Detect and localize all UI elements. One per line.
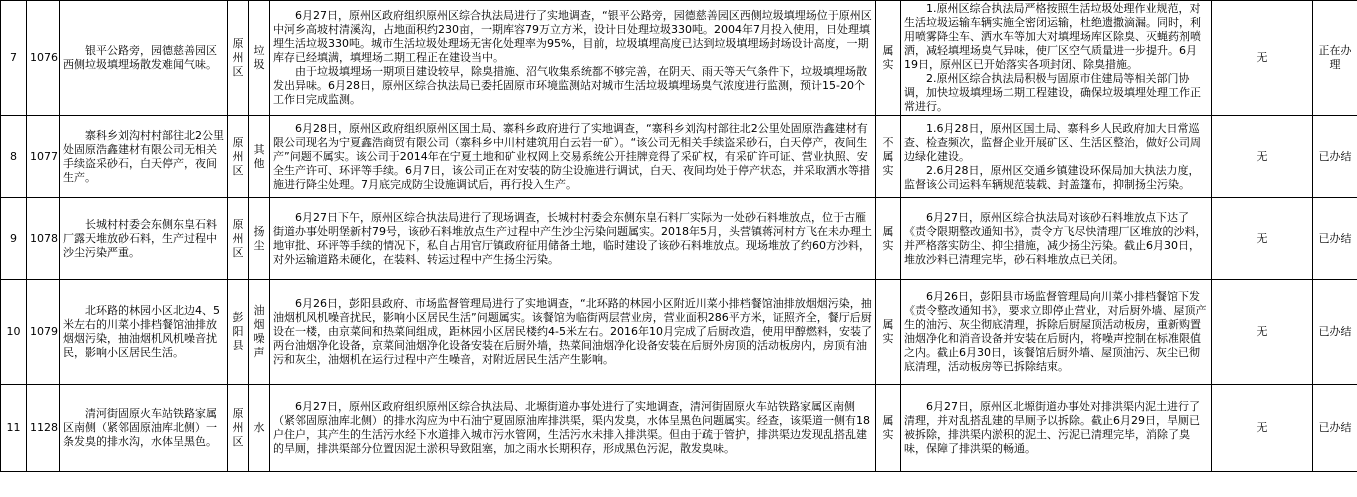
case-id: 1077: [27, 116, 60, 198]
verdict-cell: 属实: [876, 198, 901, 280]
district-cell: 彭阳县: [228, 280, 249, 385]
status-cell: 已办结: [1313, 116, 1357, 198]
issue-cell: 北环路的林园小区北边4、5米左右的川菜小排档餐馆油排放烟烟污染，抽油烟机风机噪音扰民，影响小区居民生活。: [60, 280, 228, 385]
accountability-cell: 无: [1212, 280, 1313, 385]
verdict-cell: 属实: [876, 1, 901, 116]
action-paragraph: 6月27日，原州区综合执法局对该砂石料堆放点下达了《责令限期整改通知书》，责令方飞尽快清理厂区堆放的沙料，并严格落实防尘、抑尘措施，减少扬尘污染。截止6月30日，堆放沙料已清理完毕，砂石料堆放点已关闭。: [904, 210, 1207, 266]
actions-cell: [901, 1, 1212, 116]
case-id: 1076: [27, 1, 60, 116]
status-cell: 正在办理: [1313, 1, 1357, 116]
actions-cell: [901, 385, 1212, 472]
type-cell: 垃圾: [249, 1, 270, 116]
verdict-cell: 属实: [876, 385, 901, 472]
investigation-paragraph: 6月28日，原州区政府组织原州区国土局、寨科乡政府进行了实地调查，“寨科乡刘沟村部往北2公里处固原浩鑫建材有限公司现名为宁夏鑫浩商贸有限公司（寨科乡中川村建筑用白云岩一矿）。“该公司无相关手续盗采砂石，白天停产，夜间生产”问题不属实。该公司于2014年在宁夏土地和矿业权网上交易系统公开挂牌竞得了采矿权，有采矿许可证、营业执照、安全生产许可、环评等手续。6月7日，该公司正在对安装的防尘设施进行调试，白天、夜间均处于停产状态，并采取洒水等措施进行降尘处理。7月底完成防尘设施调试后，再行投入生产。: [273, 121, 870, 191]
actions-cell: [901, 116, 1212, 198]
action-paragraph: 1.原州区综合执法局严格按照生活垃圾处理作业规范，对生活垃圾运输车辆实施全密闭运输，杜绝遗撒滴漏。同时，利用喷雾降尘车、洒水车等加大对填埋场库区除臭、灭蝇药剂喷洒，减轻填埋场臭气异味，使厂区空气质量进一步提升。6月19日，原州区已开始落实各项封闭、除臭措施。: [904, 2, 1201, 71]
investigation-paragraph: 6月26日，彭阳县政府、市场监督管理局进行了实地调查，“北环路的林园小区附近川菜小排档餐馆油排放烟烟污染，抽油烟机风机噪音扰民，影响小区居民生活”问题属实。该餐馆为临街两层营业房，营业面积286平方米，证照齐全，餐厅后厨设在一楼，由京菜间和热菜间组成，距林园小区居民楼约4-5米左右。2016年10月完成了后厨改造，使用甲醇燃料，安装了两台油烟净化设备，京菜间油烟净化设备安装在后厨外墙，热菜间油烟净化设备安装在后厨外房顶的活动板房内，房顶有油污和灰尘，油烟机在运行过程中产生噪音，对附近居民生活产生影响。: [273, 297, 872, 366]
district-cell: 原州区: [228, 385, 249, 472]
investigation-paragraph: 6月27日，原州区政府组织原州区综合执法局进行了实地调查，“银平公路旁，园德慈善园区西侧垃圾填埋场位于原州区中河乡高坡村清溪沟，占地面积约230亩，一期库容79万立方米，设计日处理垃圾330吨。2004年7月投入使用，日处理填埋生活垃圾330吨。城市生活垃圾处理场无害化处理率为95%，目前，垃圾填埋高度已达到垃圾填埋场封场设计高度，一期库存已经填满，填埋场二期工程正在建设当中。: [273, 9, 872, 64]
table-row: [1, 280, 1357, 385]
district-cell: 原州区: [228, 1, 249, 116]
accountability-cell: 无: [1212, 198, 1313, 280]
row-number: 10: [1, 280, 27, 385]
table-row: [1, 198, 1357, 280]
action-paragraph: 6月27日，原州区北塬街道办事处对排洪渠内泥土进行了清理，并对乱搭乱建的旱厕予以拆除。截止6月29日，旱厕已被拆除，排洪渠内淤积的泥土、污泥已清理完毕，消除了臭味，保障了排洪渠的畅通。: [904, 400, 1200, 455]
type-cell: 其他: [249, 116, 270, 198]
action-paragraph: 6月26日，彭阳县市场监督管理局向川菜小排档餐馆下发《责令整改通知书》，要求立即停止营业，对后厨外墙、屋顶产生的油污、灰尘彻底清理，拆除后厨屋顶活动板房，重新购置油烟净化和消音设备并安装在后厨内，将噪声控制在标准限值之内。截止6月30日，该餐馆后厨外墙、屋顶油污、灰尘已彻底清理，活动板房等已拆除结束。: [904, 290, 1207, 373]
investigation-paragraph: 由于垃圾填埋场一期项目建设较早，除臭措施、沼气收集系统都不够完善，在阴天、雨天等天气条件下，垃圾填埋场散发出异味。6月28日，原州区综合执法局已委托固原市环境监测站对城市生活垃圾填埋场臭气浓度进行监测，预计15-20个工作日完成监测。: [273, 65, 867, 106]
investigation-cell: [270, 1, 876, 116]
table-row: [1, 116, 1357, 198]
investigation-paragraph: 6月27日下午，原州区综合执法局进行了现场调查，长城村村委会东侧东皇石料厂实际为一处砂石料堆放点，位于古雁街道办事处明堡新村79号，该砂石料堆放点生产过程中产生沙尘污染问题属实。2018年5月，头营镇蒋河村方飞在未办理土地审批、环评等手续的情况下，私自占用官厅镇政府征用储备土地，临时建设了该砂石料堆放点。现场堆放了约60方沙料，对外运输道路未硬化，在装料、转运过程中产生扬尘污染。: [273, 210, 872, 266]
verdict-cell: 不属实: [876, 116, 901, 198]
row-number: 7: [1, 1, 27, 116]
type-cell: 油烟噪声: [249, 280, 270, 385]
case-id: 1079: [27, 280, 60, 385]
row-number: 8: [1, 116, 27, 198]
actions-cell: [901, 198, 1212, 280]
row-number: 11: [1, 385, 27, 472]
action-paragraph: 1.6月28日，原州区国土局、寨科乡人民政府加大日常巡查、检查频次，监督企业开展矿区、生活区整治，做好公司周边绿化建设。: [904, 121, 1201, 163]
actions-cell: [901, 280, 1212, 385]
case-id: 1078: [27, 198, 60, 280]
status-cell: 已办结: [1313, 280, 1357, 385]
district-cell: 原州区: [228, 198, 249, 280]
action-paragraph: 2.原州区综合执法局积极与固原市住建局等相关部门协调，加快垃圾填埋场二期工程建设，确保垃圾填埋处理工作正常进行。: [904, 72, 1201, 113]
accountability-cell: 无: [1212, 1, 1313, 116]
type-cell: 水: [249, 385, 270, 472]
status-cell: 已办结: [1313, 198, 1357, 280]
issue-cell: 长城村村委会东侧东皇石料厂露天堆放砂石料，生产过程中沙尘污染严重。: [60, 198, 228, 280]
status-cell: 已办结: [1313, 385, 1357, 472]
investigation-cell: [270, 385, 876, 472]
verdict-cell: 属实: [876, 280, 901, 385]
table-row: [1, 1, 1357, 116]
issue-cell: 银平公路旁，园德慈善园区西侧垃圾填埋场散发难闻气味。: [60, 1, 228, 116]
issue-cell: 寨科乡刘沟村村部往北2公里处固原浩鑫建材有限公司无相关手续盗采砂石，白天停产，夜间生产。: [60, 116, 228, 198]
investigation-cell: [270, 116, 876, 198]
row-number: 9: [1, 198, 27, 280]
case-id: 1128: [27, 385, 60, 472]
investigation-paragraph: 6月27日，原州区政府组织原州区综合执法局、北塬街道办事处进行了实地调查，清河街固原火车站铁路家属区南侧（紧邻固原油库北侧）的排水沟应为中石油宁夏固原油库排洪渠，渠内发臭，水体呈黑色问题属实。经查，该渠道一侧有18户住户，其产生的生活污水经下水道排入城市污水管网，生活污水未排入排洪渠。但由于疏于管护，排洪渠边发现乱搭乱建的旱厕，排洪渠部分位置因泥土淤积导致阻塞，加之雨水长期积存，形成黑色污泥，散发臭味。: [273, 400, 870, 455]
type-cell: 扬尘: [249, 198, 270, 280]
district-cell: 原州区: [228, 116, 249, 198]
table-row: [1, 385, 1357, 472]
investigation-cell: [270, 280, 876, 385]
accountability-cell: 无: [1212, 385, 1313, 472]
accountability-cell: 无: [1212, 116, 1313, 198]
investigation-cell: [270, 198, 876, 280]
action-paragraph: 2.6月28日，原州区交通乡镇建设环保局加大执法力度，监督该公司运料车辆规范装载、封盖篷布，抑制扬尘污染。: [904, 163, 1200, 191]
issue-cell: 清河街固原火车站铁路家属区南侧（紧邻固原油库北侧）一条发臭的排水沟，水体呈黑色。: [60, 385, 228, 472]
